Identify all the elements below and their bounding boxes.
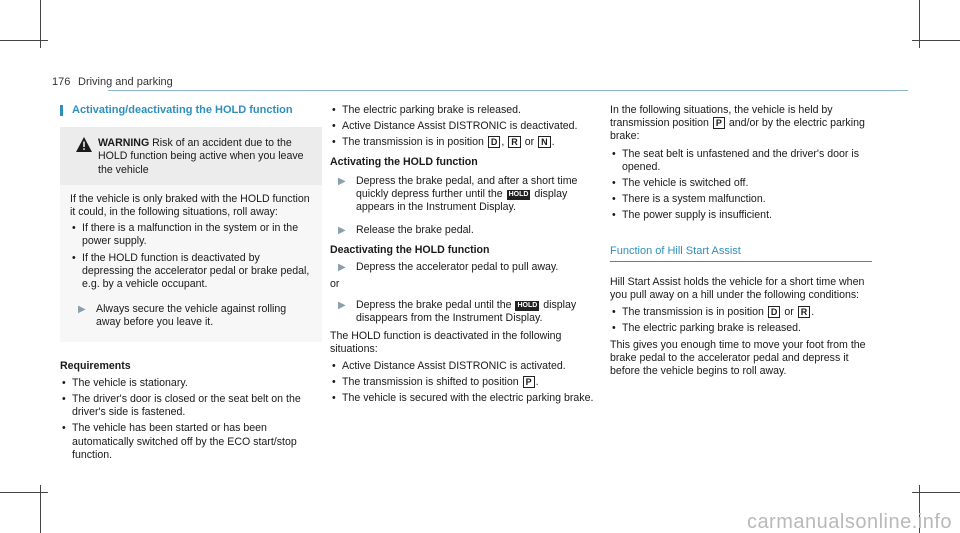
list-item: • The vehicle has been started or has been automatically switched off by the ECO start/stop function. xyxy=(60,422,322,462)
requirements-continued-list xyxy=(330,104,598,150)
column-left xyxy=(60,104,322,465)
gear-r-key: R xyxy=(508,136,521,148)
list-item: • Active Distance Assist DISTRONIC is activated. xyxy=(330,360,598,373)
warning-body xyxy=(60,185,322,342)
warning-text: Risk of an accident due to the HOLD function being active when you leave the vehicle xyxy=(98,137,304,176)
header-rule xyxy=(108,90,908,91)
list-item: • The driver's door is closed or the seat belt on the driver's side is fastened. xyxy=(60,393,322,419)
paragraph: Hill Start Assist holds the vehicle for a short time when you pull away on a hill under the following conditions: xyxy=(610,275,865,302)
warning-box xyxy=(60,127,322,341)
warning-header xyxy=(70,137,312,177)
requirements-list xyxy=(60,377,322,462)
running-title: Driving and parking xyxy=(78,76,173,88)
crop-mark xyxy=(912,492,960,493)
list-item: • There is a system malfunction. xyxy=(610,193,872,206)
gear-d-key: D xyxy=(488,136,501,148)
step-arrow-icon: ▶ xyxy=(338,175,346,187)
gear-n-key: N xyxy=(538,136,551,148)
section-marker xyxy=(60,105,63,116)
list-item: • The transmission is shifted to position P . xyxy=(330,376,598,389)
list-item: • The vehicle is stationary. xyxy=(60,377,322,390)
page-header xyxy=(52,72,908,92)
activating-heading: Activating the HOLD function xyxy=(330,155,478,168)
step-arrow-icon: ▶ xyxy=(338,225,346,237)
deactivating-heading: Deactivating the HOLD function xyxy=(330,243,490,256)
instruction-step: ▶ Depress the brake pedal until the HOLD display disappears from the Instrument Display. xyxy=(338,299,577,325)
list-item: • The electric parking brake is released. xyxy=(330,104,598,117)
step-arrow-icon: ▶ xyxy=(78,304,86,316)
held-list xyxy=(610,148,872,223)
column-right xyxy=(610,104,872,382)
gear-d-key: D xyxy=(768,306,781,318)
warning-list xyxy=(70,222,312,291)
instruction-step: ▶ Depress the brake pedal, and after a short time quickly depress further until the HOLD display appears in the Instrument Display. xyxy=(338,174,578,214)
paragraph: In the following situations, the vehicle is held by transmission position P and/or by the electric parking brake: xyxy=(610,104,865,143)
paragraph: This gives you enough time to move your foot from the brake pedal to the accelerator pedal and depress it before the vehicle begins to roll away. xyxy=(610,338,866,378)
paragraph: The HOLD function is deactivated in the following situations: xyxy=(330,329,562,355)
warning-intro: If the vehicle is only braked with the HOLD function it could, in the following situations, roll away: xyxy=(70,192,310,219)
or-text: or xyxy=(330,278,340,291)
list-item: • The vehicle is secured with the electric parking brake. xyxy=(330,392,598,405)
list-item: • If there is a malfunction in the system or in the power supply. xyxy=(70,222,312,248)
warning-label: WARNING xyxy=(98,137,150,150)
hill-start-title: Function of Hill Start Assist xyxy=(610,245,872,262)
step-arrow-icon: ▶ xyxy=(338,261,346,273)
list-item: • The electric parking brake is released. xyxy=(610,322,872,335)
list-item: • The vehicle is switched off. xyxy=(610,177,872,190)
list-item: • The transmission is in position D , R or N . xyxy=(330,136,598,149)
crop-mark xyxy=(912,40,960,41)
column-middle xyxy=(330,104,598,409)
gear-r-key: R xyxy=(798,306,811,318)
section-title: Activating/deactivating the HOLD function xyxy=(60,104,322,117)
page-number: 176 xyxy=(52,76,71,88)
list-item: • The power supply is insufficient. xyxy=(610,209,872,222)
deactivation-list xyxy=(330,360,598,406)
hold-symbol-icon: HOLD xyxy=(517,302,538,310)
instruction-step: ▶ Release the brake pedal. xyxy=(338,224,474,237)
instruction-step: ▶ Depress the accelerator pedal to pull away. xyxy=(338,260,559,273)
gear-p-key: P xyxy=(523,376,535,388)
instruction-step: ▶ Always secure the vehicle against rolling away before you leave it. xyxy=(78,303,287,329)
hill-conditions-list xyxy=(610,306,872,335)
crop-mark xyxy=(0,40,48,41)
gear-p-key: P xyxy=(713,117,725,129)
list-item: • If the HOLD function is deactivated by depressing the accelerator pedal or brake pedal, e.g. by a vehicle occupant. xyxy=(70,252,312,292)
list-item: • The transmission is in position D or R . xyxy=(610,306,872,319)
step-arrow-icon: ▶ xyxy=(338,300,346,312)
crop-mark xyxy=(0,492,48,493)
watermark: carmanualsonline.info xyxy=(746,510,952,533)
requirements-heading: Requirements xyxy=(60,359,131,372)
list-item: • The seat belt is unfastened and the driver's door is opened. xyxy=(610,148,872,174)
warning-triangle-icon xyxy=(76,137,92,152)
hold-symbol-icon: HOLD xyxy=(508,191,529,199)
list-item: • Active Distance Assist DISTRONIC is deactivated. xyxy=(330,120,598,133)
